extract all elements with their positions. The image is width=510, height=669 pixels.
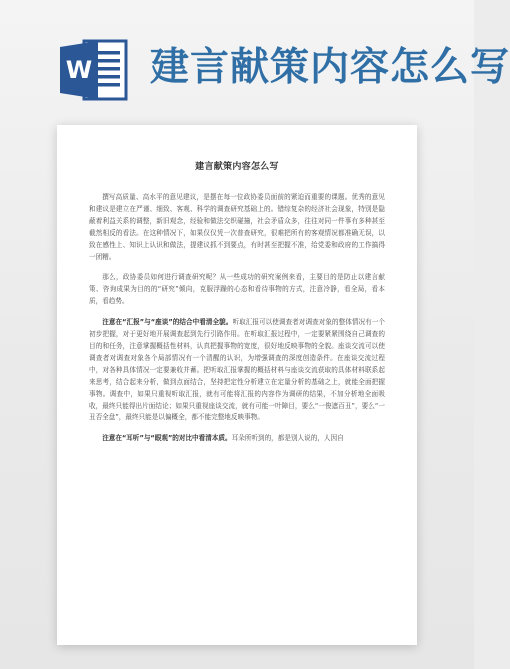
document-page [57, 125, 417, 645]
paragraph [89, 272, 385, 308]
word-document-icon [60, 37, 128, 103]
paragraph-lead: 注意在“耳听”与“眼观”的对比中看清本质。 [102, 434, 232, 443]
logo-letter: W [65, 56, 93, 84]
paragraph-text: 那么，政协委员如何进行调查研究呢？从一些成功的研究案例来看，主要目的是防止以建言献策、咨询成果为目的的“研究”倾向，克服浮躁的心态和看待事物的方式，注意冷静，看全局，看本质，看趋势。 [89, 273, 385, 306]
paragraph [89, 433, 385, 445]
paragraph-text: 听取汇报可以使调查者对调查对象的整体情况有一个初步把握，对于更好地开展调查起到先行引路作用。在听取汇报过程中，一定要紧紧围绕自己调查的目的和任务，注意掌握概括性材料，认真把握事物的宽度，很好地反映事物的全貌。座谈交流可以使调查者对调查对象各个局部情况有一个清醒的认识，为增强调查的深度创造条件。在座谈交流过程中，对各种具体情况一定要兼收并蓄。把听取汇报掌握的概括材料与座谈交流获取的具体材料联系起来思考，结合起来分析，做到点面结合，坚持把定性分析建立在定量分析的基础之上，就能全面把握事物。调查中，如果只重视听取汇报，就有可能将汇报的内容作为调研的结果，不加分析地全面吸收，最终只能得出片面结论；如果只重视座谈交流，就有可能一叶障目，要么“一俊遮百丑”，要么“一丑否全盘”，最终只能是以偏概全，都不能完整地反映事物。 [89, 318, 386, 422]
paragraph [89, 192, 385, 263]
paragraph-lead: 注意在“汇报”与“座谈”的结合中看清全貌。 [102, 318, 233, 327]
document-title: 建言献策内容怎么写 [195, 162, 279, 172]
header-banner [0, 0, 510, 120]
document-body [89, 192, 385, 454]
header-title: 建言献策内容怎么写 [150, 45, 510, 90]
paragraph-text: 耳朵所听到的，都是别人说的，人因自 [231, 434, 344, 443]
paragraph [89, 317, 385, 424]
paragraph-text: 撰写高质量、高水平的意见建议，是摆在每一位政协委员面前的紧迫而重要的课题。优秀的意见和建议是建立在严谨、细致、客观、科学的调查研究基础上的。错综复杂的经济社会现象，特别是隐蔽着利益关系的调整，新旧观念，经验和做法交织碰撞，社会矛盾众多，往往对同一件事有多种甚至截然相反的看法。在这种情况下，如果仅仅凭一次普查研究，很难把所有的客观情况都准确无误，以致在感性上、知识上认识和做法，提建议抓不到要点，有时甚至把握不准，给党委和政府的工作搞得一团糟。 [89, 193, 385, 261]
